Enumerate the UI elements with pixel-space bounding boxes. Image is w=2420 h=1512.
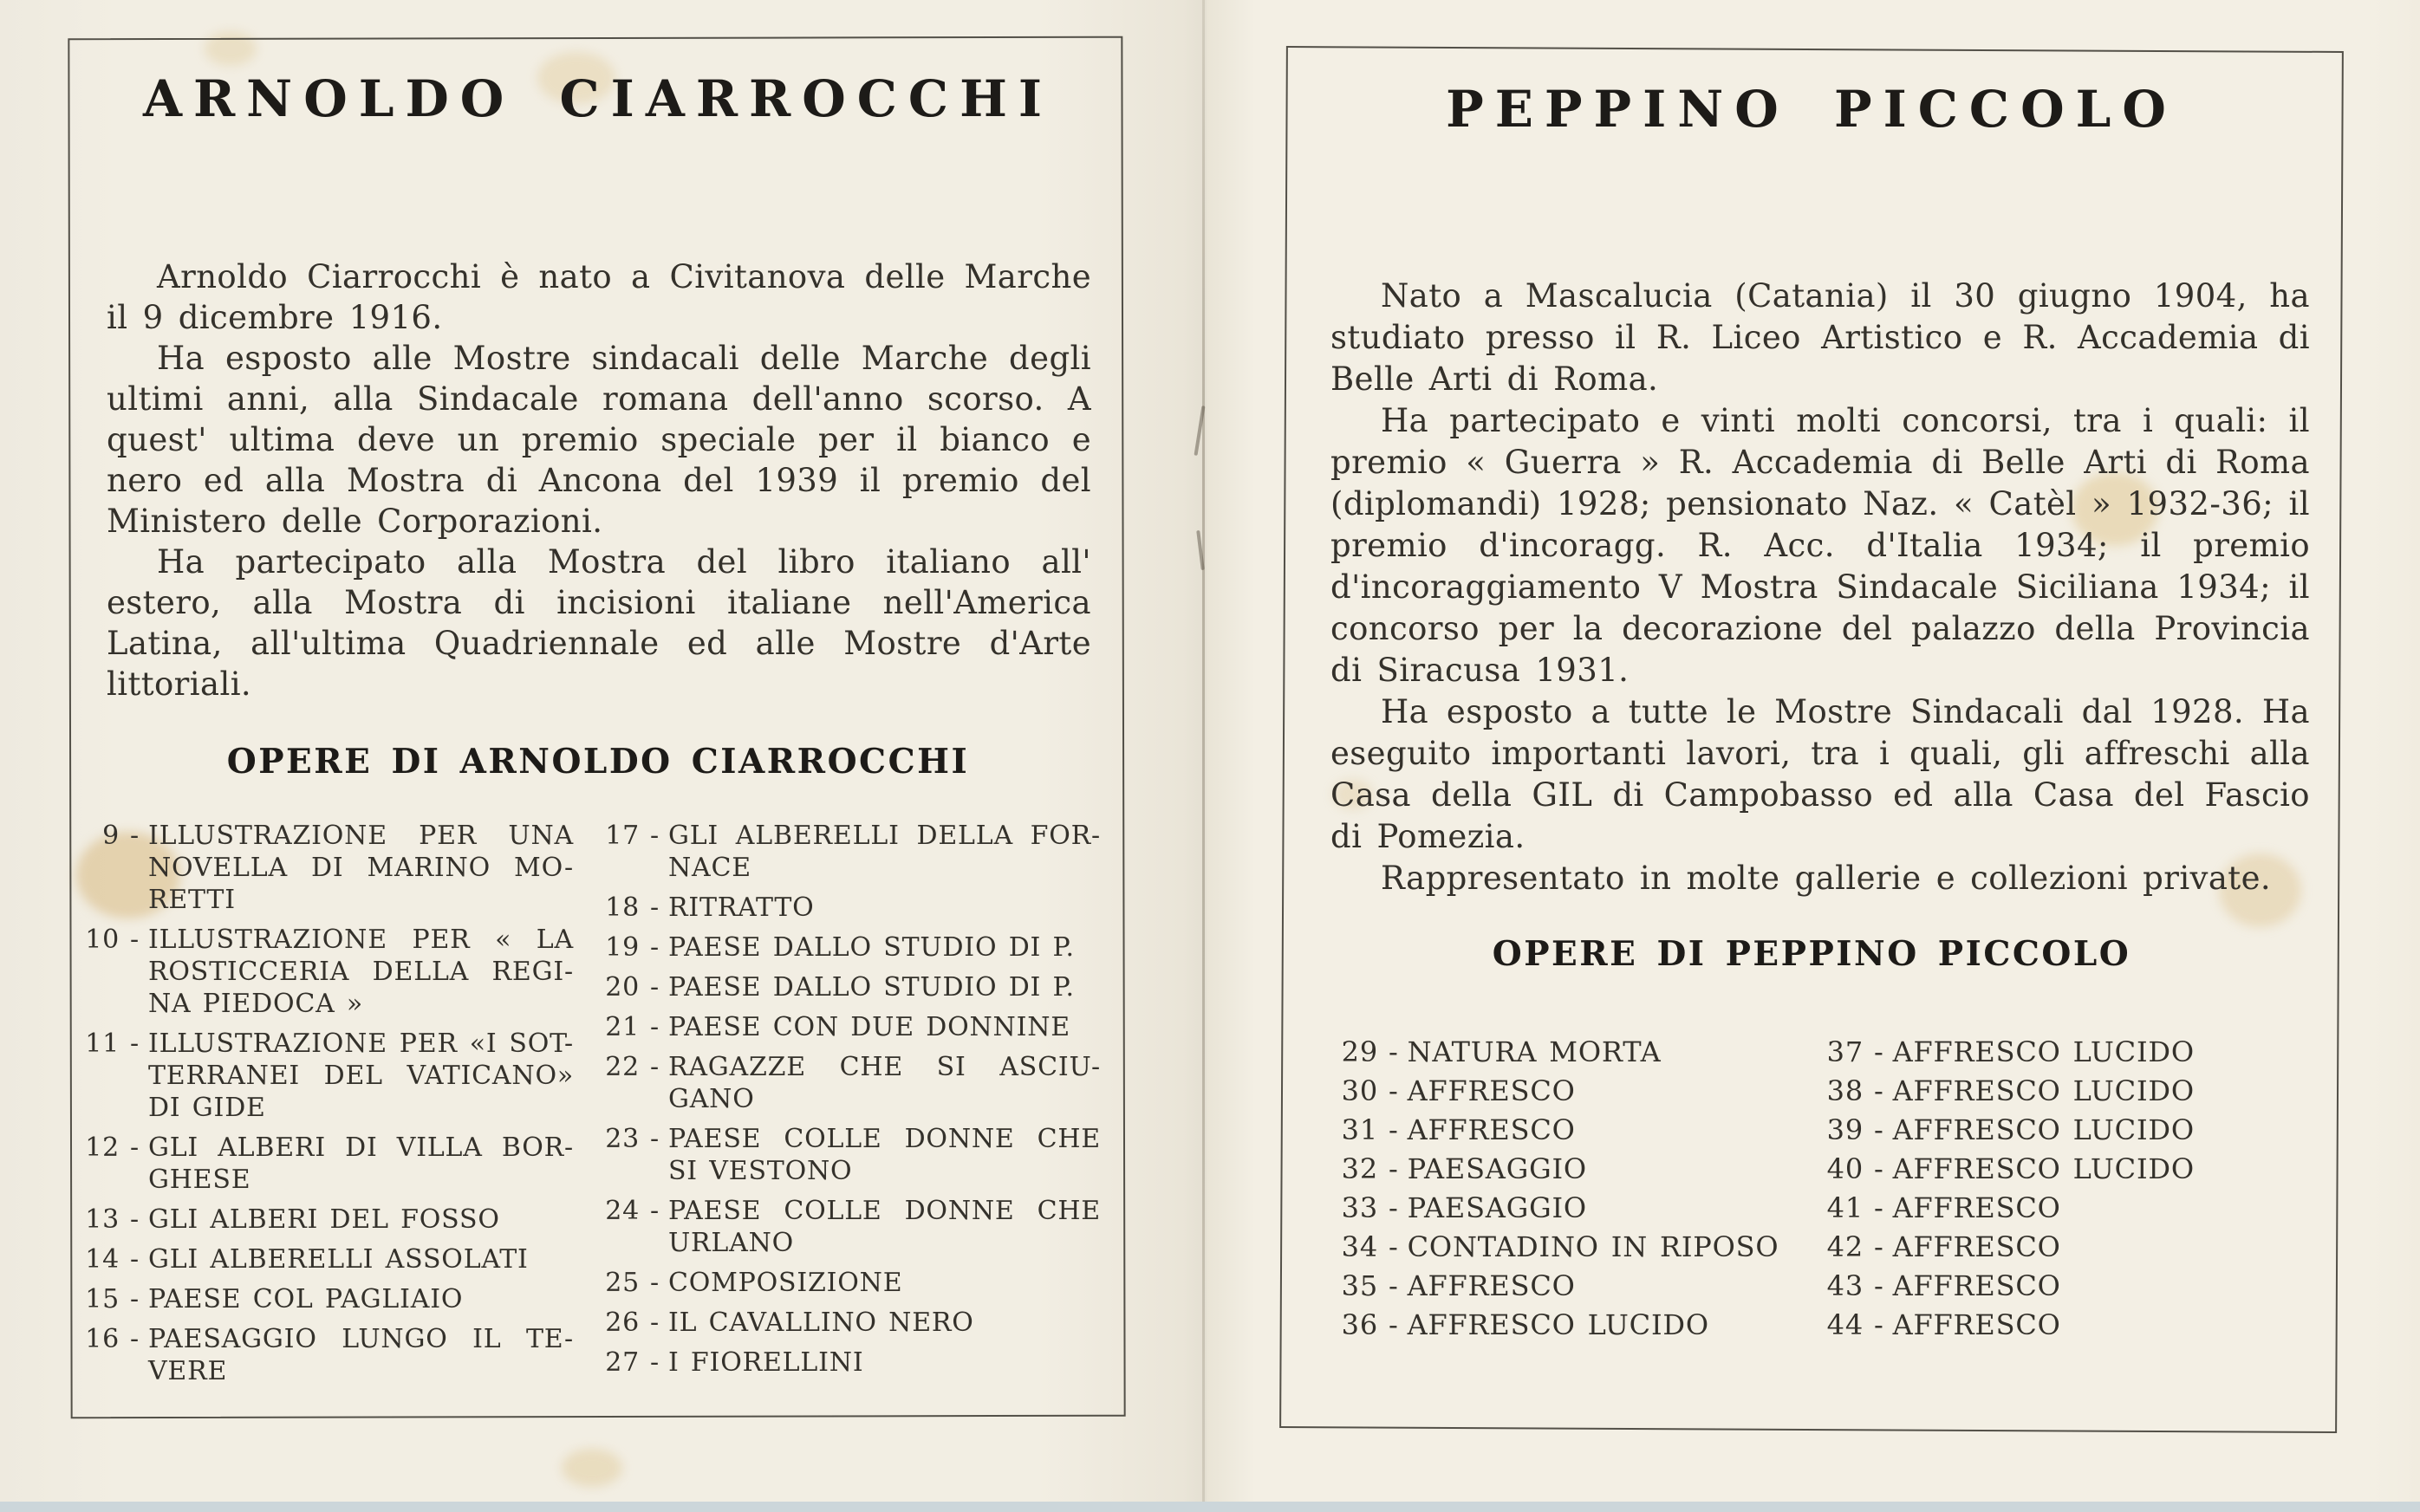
work-dash: - <box>1874 1230 1884 1263</box>
work-number: 33 <box>1341 1191 1378 1224</box>
list-item <box>1820 1192 2332 1224</box>
list-item <box>76 1283 596 1315</box>
work-title: PAESE COLLE DONNE CHE URLANO <box>667 1196 1101 1258</box>
work-title: PAESE DALLO STUDIO DI P. <box>667 972 1075 1003</box>
work-dash: - <box>650 1124 660 1154</box>
work-title: RITRATTO <box>667 892 815 923</box>
work-title: GLI ALBERI DI VILLA BOR-GHESE <box>147 1132 574 1195</box>
work-dash: - <box>1389 1074 1399 1107</box>
work-number: 14 <box>85 1244 120 1275</box>
work-dash: - <box>130 1324 140 1354</box>
work-title: GLI ALBERI DEL FOSSO <box>147 1204 500 1235</box>
work-title: AFFRESCO LUCIDO <box>1892 1152 2195 1185</box>
work-dash: - <box>650 1268 660 1298</box>
work-title: PAESE CON DUE DONNINE <box>667 1012 1070 1042</box>
work-dash: - <box>1389 1113 1399 1146</box>
work-dash: - <box>1389 1230 1399 1263</box>
work-title: AFFRESCO LUCIDO <box>1892 1113 2195 1146</box>
work-dash: - <box>650 1308 660 1338</box>
work-dash: - <box>650 1196 660 1226</box>
work-dash: - <box>1874 1074 1884 1107</box>
work-title: PAESE COLLE DONNE CHE SI VESTONO <box>667 1124 1101 1186</box>
work-dash: - <box>1389 1269 1399 1302</box>
work-title: ILLUSTRAZIONE PER « LA ROSTICCERIA DELLA REGI-NA PIEDOCA » <box>147 925 574 1019</box>
work-dash: - <box>650 1012 660 1042</box>
work-number: 27 <box>605 1347 640 1378</box>
works-list-right-page <box>1335 1036 2332 1348</box>
list-item <box>596 820 1123 884</box>
work-number: 19 <box>605 932 640 963</box>
work-dash: - <box>650 1347 660 1378</box>
work-number: 13 <box>85 1204 120 1235</box>
work-dash: - <box>650 932 660 963</box>
list-item <box>1820 1075 2332 1107</box>
works-column-1 <box>76 820 596 1395</box>
list-item <box>76 1243 596 1275</box>
biography-right <box>1330 276 2310 899</box>
work-number: 16 <box>85 1324 120 1354</box>
work-number: 11 <box>85 1029 120 1059</box>
works-heading-left: OPERE DI ARNOLDO CIARROCCHI <box>226 742 970 782</box>
work-title: IL CAVALLINO NERO <box>667 1308 974 1338</box>
work-number: 42 <box>1826 1230 1864 1263</box>
work-dash: - <box>130 925 140 955</box>
work-number: 38 <box>1826 1074 1864 1107</box>
list-item <box>1335 1075 1820 1107</box>
work-title: AFFRESCO <box>1407 1113 1576 1146</box>
work-title: AFFRESCO <box>1892 1230 2061 1263</box>
work-dash: - <box>650 821 660 851</box>
work-number: 10 <box>85 925 120 955</box>
work-title: PAESAGGIO <box>1407 1152 1587 1185</box>
list-item <box>1820 1114 2332 1146</box>
list-item <box>1335 1153 1820 1185</box>
work-dash: - <box>1874 1113 1884 1146</box>
list-item <box>1820 1309 2332 1341</box>
work-dash: - <box>1874 1152 1884 1185</box>
list-item <box>1335 1309 1820 1341</box>
work-dash: - <box>130 1284 140 1314</box>
work-number: 26 <box>605 1308 640 1338</box>
work-number: 25 <box>605 1268 640 1298</box>
work-number: 31 <box>1341 1113 1378 1146</box>
work-dash: - <box>650 892 660 923</box>
work-number: 17 <box>605 821 640 851</box>
work-title: CONTADINO IN RIPOSO <box>1407 1230 1779 1263</box>
work-dash: - <box>1874 1269 1884 1302</box>
work-dash: - <box>130 1244 140 1275</box>
work-title: AFFRESCO <box>1892 1308 2061 1341</box>
paragraph: Ha esposto a tutte le Mostre Sindacali dal 1928. Ha eseguito importanti lavori, tra i quali, gli affreschi alla Casa della GIL di Campobasso ed alla Casa del Fascio di Pomezia. <box>1330 693 2310 855</box>
work-title: I FIORELLINI <box>667 1347 864 1378</box>
list-item <box>596 1347 1123 1379</box>
work-dash: - <box>1389 1035 1399 1068</box>
works-column-2 <box>596 820 1123 1395</box>
list-item <box>76 1028 596 1124</box>
work-title: AFFRESCO LUCIDO <box>1892 1074 2195 1107</box>
work-number: 41 <box>1826 1191 1864 1224</box>
work-dash: - <box>130 1029 140 1059</box>
work-dash: - <box>1874 1191 1884 1224</box>
work-number: 12 <box>85 1132 120 1163</box>
work-dash: - <box>130 1132 140 1163</box>
paragraph: Arnoldo Ciarrocchi è nato a Civitanova delle Marche il 9 dicembre 1916. <box>107 258 1091 336</box>
work-number: 44 <box>1826 1308 1864 1341</box>
work-number: 34 <box>1341 1230 1378 1263</box>
scanner-edge-strip <box>0 1502 2420 1512</box>
page-title-left: ARNOLDO CIARROCCHI <box>142 69 1053 128</box>
list-item <box>76 820 596 916</box>
list-item <box>1820 1036 2332 1068</box>
works-column-2 <box>1820 1036 2332 1348</box>
paragraph: Ha partecipato alla Mostra del libro italiano all' estero, alla Mostra di incisioni italiane nell'America Latina, all'ultima Quadriennale ed alle Mostre d'Arte littoriali. <box>107 543 1091 703</box>
list-item <box>596 1195 1123 1259</box>
work-title: PAESAGGIO LUNGO IL TE-VERE <box>147 1324 574 1386</box>
list-item <box>596 1267 1123 1299</box>
work-dash: - <box>1389 1152 1399 1185</box>
work-number: 21 <box>605 1012 640 1042</box>
list-item <box>596 1051 1123 1115</box>
work-number: 20 <box>605 972 640 1003</box>
work-title: NATURA MORTA <box>1407 1035 1662 1068</box>
work-title: AFFRESCO <box>1892 1269 2061 1302</box>
works-list-left-page <box>76 820 1123 1395</box>
list-item <box>1820 1231 2332 1263</box>
list-item <box>76 1323 596 1387</box>
work-title: AFFRESCO <box>1892 1191 2061 1224</box>
gutter-fold-line <box>1202 0 1205 1512</box>
work-dash: - <box>130 821 140 851</box>
work-number: 37 <box>1826 1035 1864 1068</box>
works-heading-right: OPERE DI PEPPINO PICCOLO <box>1492 934 2131 974</box>
work-number: 15 <box>85 1284 120 1314</box>
list-item <box>1820 1270 2332 1302</box>
list-item <box>596 1123 1123 1187</box>
list-item <box>76 1204 596 1236</box>
work-number: 22 <box>605 1052 640 1082</box>
work-number: 32 <box>1341 1152 1378 1185</box>
list-item <box>596 931 1123 964</box>
list-item <box>1335 1114 1820 1146</box>
work-title: GLI ALBERELLI DELLA FOR-NACE <box>667 821 1101 883</box>
list-item <box>596 892 1123 924</box>
work-dash: - <box>1874 1035 1884 1068</box>
work-title: COMPOSIZIONE <box>667 1268 903 1298</box>
work-title: AFFRESCO <box>1407 1269 1576 1302</box>
work-title: PAESE COL PAGLIAIO <box>147 1284 464 1314</box>
paragraph: Rappresentato in molte gallerie e collezioni private. <box>1381 860 2272 897</box>
work-dash: - <box>1389 1308 1399 1341</box>
work-title: PAESAGGIO <box>1407 1191 1587 1224</box>
work-title: PAESE DALLO STUDIO DI P. <box>667 932 1075 963</box>
work-title: ILLUSTRAZIONE PER UNA NOVELLA DI MARINO MO-RETTI <box>147 821 574 915</box>
list-item <box>1335 1036 1820 1068</box>
work-number: 29 <box>1341 1035 1378 1068</box>
list-item <box>1820 1153 2332 1185</box>
work-number: 43 <box>1826 1269 1864 1302</box>
paragraph: Nato a Mascalucia (Catania) il 30 giugno 1904, ha studiato presso il R. Liceo Artistico e R. Accademia di Belle Arti di Roma. <box>1330 277 2310 398</box>
work-title: RAGAZZE CHE SI ASCIU-GANO <box>667 1052 1101 1114</box>
work-number: 36 <box>1341 1308 1378 1341</box>
work-number: 35 <box>1341 1269 1378 1302</box>
work-number: 40 <box>1826 1152 1864 1185</box>
work-title: GLI ALBERELLI ASSOLATI <box>147 1244 529 1275</box>
list-item <box>76 1132 596 1196</box>
work-title: AFFRESCO <box>1407 1074 1576 1107</box>
list-item <box>1335 1192 1820 1224</box>
work-dash: - <box>130 1204 140 1235</box>
work-dash: - <box>1389 1191 1399 1224</box>
paragraph: Ha esposto alle Mostre sindacali delle Marche degli ultimi anni, alla Sindacale romana dell'anno scorso. A quest' ultima deve un premio speciale per il bianco e nero ed alla Mostra di Ancona del 1939 il premio del Ministero delle Corporazioni. <box>107 340 1091 540</box>
work-title: AFFRESCO LUCIDO <box>1407 1308 1709 1341</box>
work-number: 24 <box>605 1196 640 1226</box>
paragraph: Ha partecipato e vinti molti concorsi, tra i quali: il premio « Guerra » R. Accademia di Belle Arti di Roma (diplomandi) 1928; pensionato Naz. « Catèl » 1932-36; il premio d'incoragg. R. Acc. d'Italia 1934; il premio d'incoraggiamento V Mostra Sindacale Siciliana 1934; il concorso per la decorazione del palazzo della Provincia di Siracusa 1931. <box>1330 402 2310 689</box>
work-number: 9 <box>102 821 120 851</box>
work-number: 18 <box>605 892 640 923</box>
work-dash: - <box>1874 1308 1884 1341</box>
page-title-right: PEPPINO PICCOLO <box>1446 80 2177 139</box>
work-number: 23 <box>605 1124 640 1154</box>
list-item <box>76 924 596 1020</box>
list-item <box>596 1011 1123 1043</box>
work-title: AFFRESCO LUCIDO <box>1892 1035 2195 1068</box>
work-number: 39 <box>1826 1113 1864 1146</box>
list-item <box>1335 1270 1820 1302</box>
work-title: ILLUSTRAZIONE PER «I SOT-TERRANEI DEL VATICANO» DI GIDE <box>147 1029 574 1123</box>
list-item <box>596 971 1123 1003</box>
list-item <box>1335 1231 1820 1263</box>
works-column-1 <box>1335 1036 1820 1348</box>
work-dash: - <box>650 1052 660 1082</box>
biography-left <box>107 256 1091 704</box>
work-number: 30 <box>1341 1074 1378 1107</box>
work-dash: - <box>650 972 660 1003</box>
list-item <box>596 1307 1123 1339</box>
